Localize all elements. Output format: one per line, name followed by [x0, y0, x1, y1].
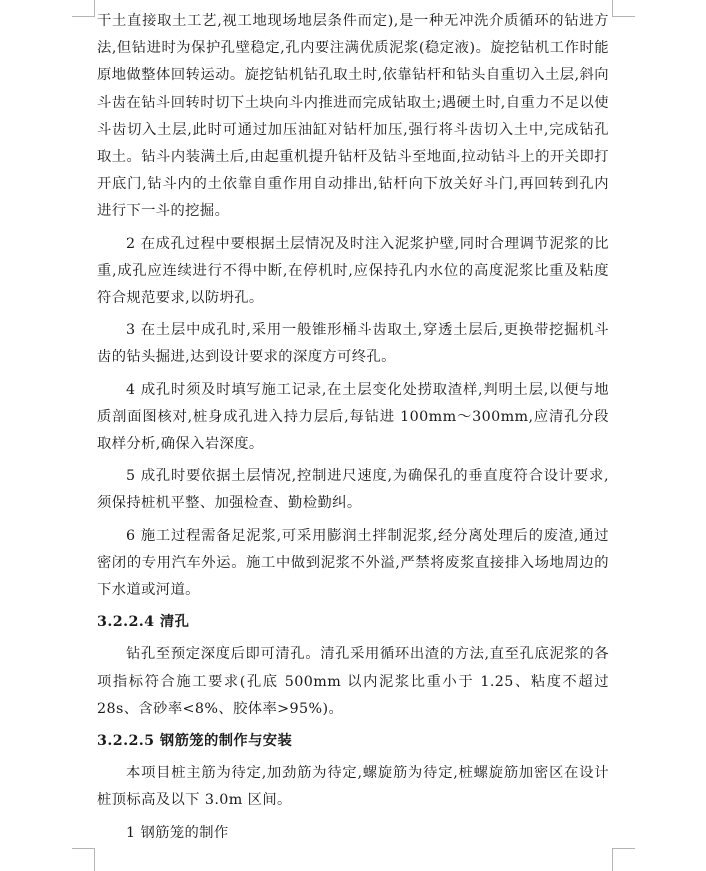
paragraph-item-6: 6 施工过程需备足泥浆,可采用膨润土拌制泥浆,经分离处理后的废渣,通过密闭的专用汽车外运。施工中做到泥浆不外溢,严禁将废浆直接排入场地周边的下水道或河道。 [97, 527, 609, 599]
section-heading-hole-cleaning: 3.2.2.4 清孔 [97, 614, 190, 631]
paragraph-item-4: 4 成孔时须及时填写施工记录,在土层变化处捞取渣样,判明土层,以便与地质剖面图核对,桩身成孔进入持力层后,每钻进 100mm～300mm,应清孔分段取样分析,确保入岩深度。 [97, 381, 609, 453]
paragraph-item-5: 5 成孔时要依据土层情况,控制进尺速度,为确保孔的垂直度符合设计要求,须保持桩机平整、加强检查、勤检勤纠。 [97, 468, 609, 512]
crop-mark-bottom-right [612, 848, 635, 871]
document-body [97, 8, 609, 847]
crop-mark-top-right [612, 0, 635, 17]
crop-mark-bottom-left [72, 848, 95, 871]
section-heading-rebar-cage: 3.2.2.5 钢筋笼的制作与安装 [97, 733, 293, 750]
paragraph-item-3: 3 在土层中成孔时,采用一般锥形桶斗齿取土,穿透土层后,更换带挖掘机斗齿的钻头掘进,达到设计要求的深度方可终孔。 [97, 322, 609, 366]
crop-mark-top-left [72, 0, 95, 17]
paragraph-item-2: 2 在成孔过程中要根据土层情况及时注入泥浆护壁,同时合理调节泥浆的比重,成孔应连续进行不得中断,在停机时,应保持孔内水位的高度泥浆比重及粘度符合规范要求,以防坍孔。 [97, 235, 609, 307]
paragraph-rebar-fabrication: 1 钢筋笼的制作 [126, 824, 229, 841]
paragraph-drilling-method: 干土直接取土工艺,视工地现场地层条件而定),是一种无冲洗介质循环的钻进方法,但钻进时为保护孔壁稳定,孔内要注满优质泥浆(稳定液)。旋挖钻机工作时能原地做整体回转运动。旋挖钻机钻孔取土时,依靠钻杆和钻头自重切入土层,斜向斗齿在钻斗回转时切下土块向斗内推进而完成钻取土;遇硬土时,自重力不足以使斗齿切入土层,此时可通过加压油缸对钻杆加压,强行将斗齿切入土中,完成钻孔取土。钻斗内装满土后,由起重机提升钻杆及钻斗至地面,拉动钻斗上的开关即打开底门,钻斗内的土依靠自重作用自动排出,钻杆向下放关好斗门,再回转到孔内进行下一斗的挖掘。 [97, 13, 609, 220]
paragraph-hole-cleaning: 钻孔至预定深度后即可清孔。清孔采用循环出渣的方法,直至孔底泥浆的各项指标符合施工要求(孔底 500mm 以内泥浆比重小于 1.25、粘度不超过 28s、含砂率<8%、胶体率>95%)。 [97, 646, 609, 717]
paragraph-rebar-spec: 本项目桩主筋为待定,加劲筋为待定,螺旋筋为待定,桩螺旋筋加密区在设计桩顶标高及以下 3.0m 区间。 [97, 765, 609, 809]
